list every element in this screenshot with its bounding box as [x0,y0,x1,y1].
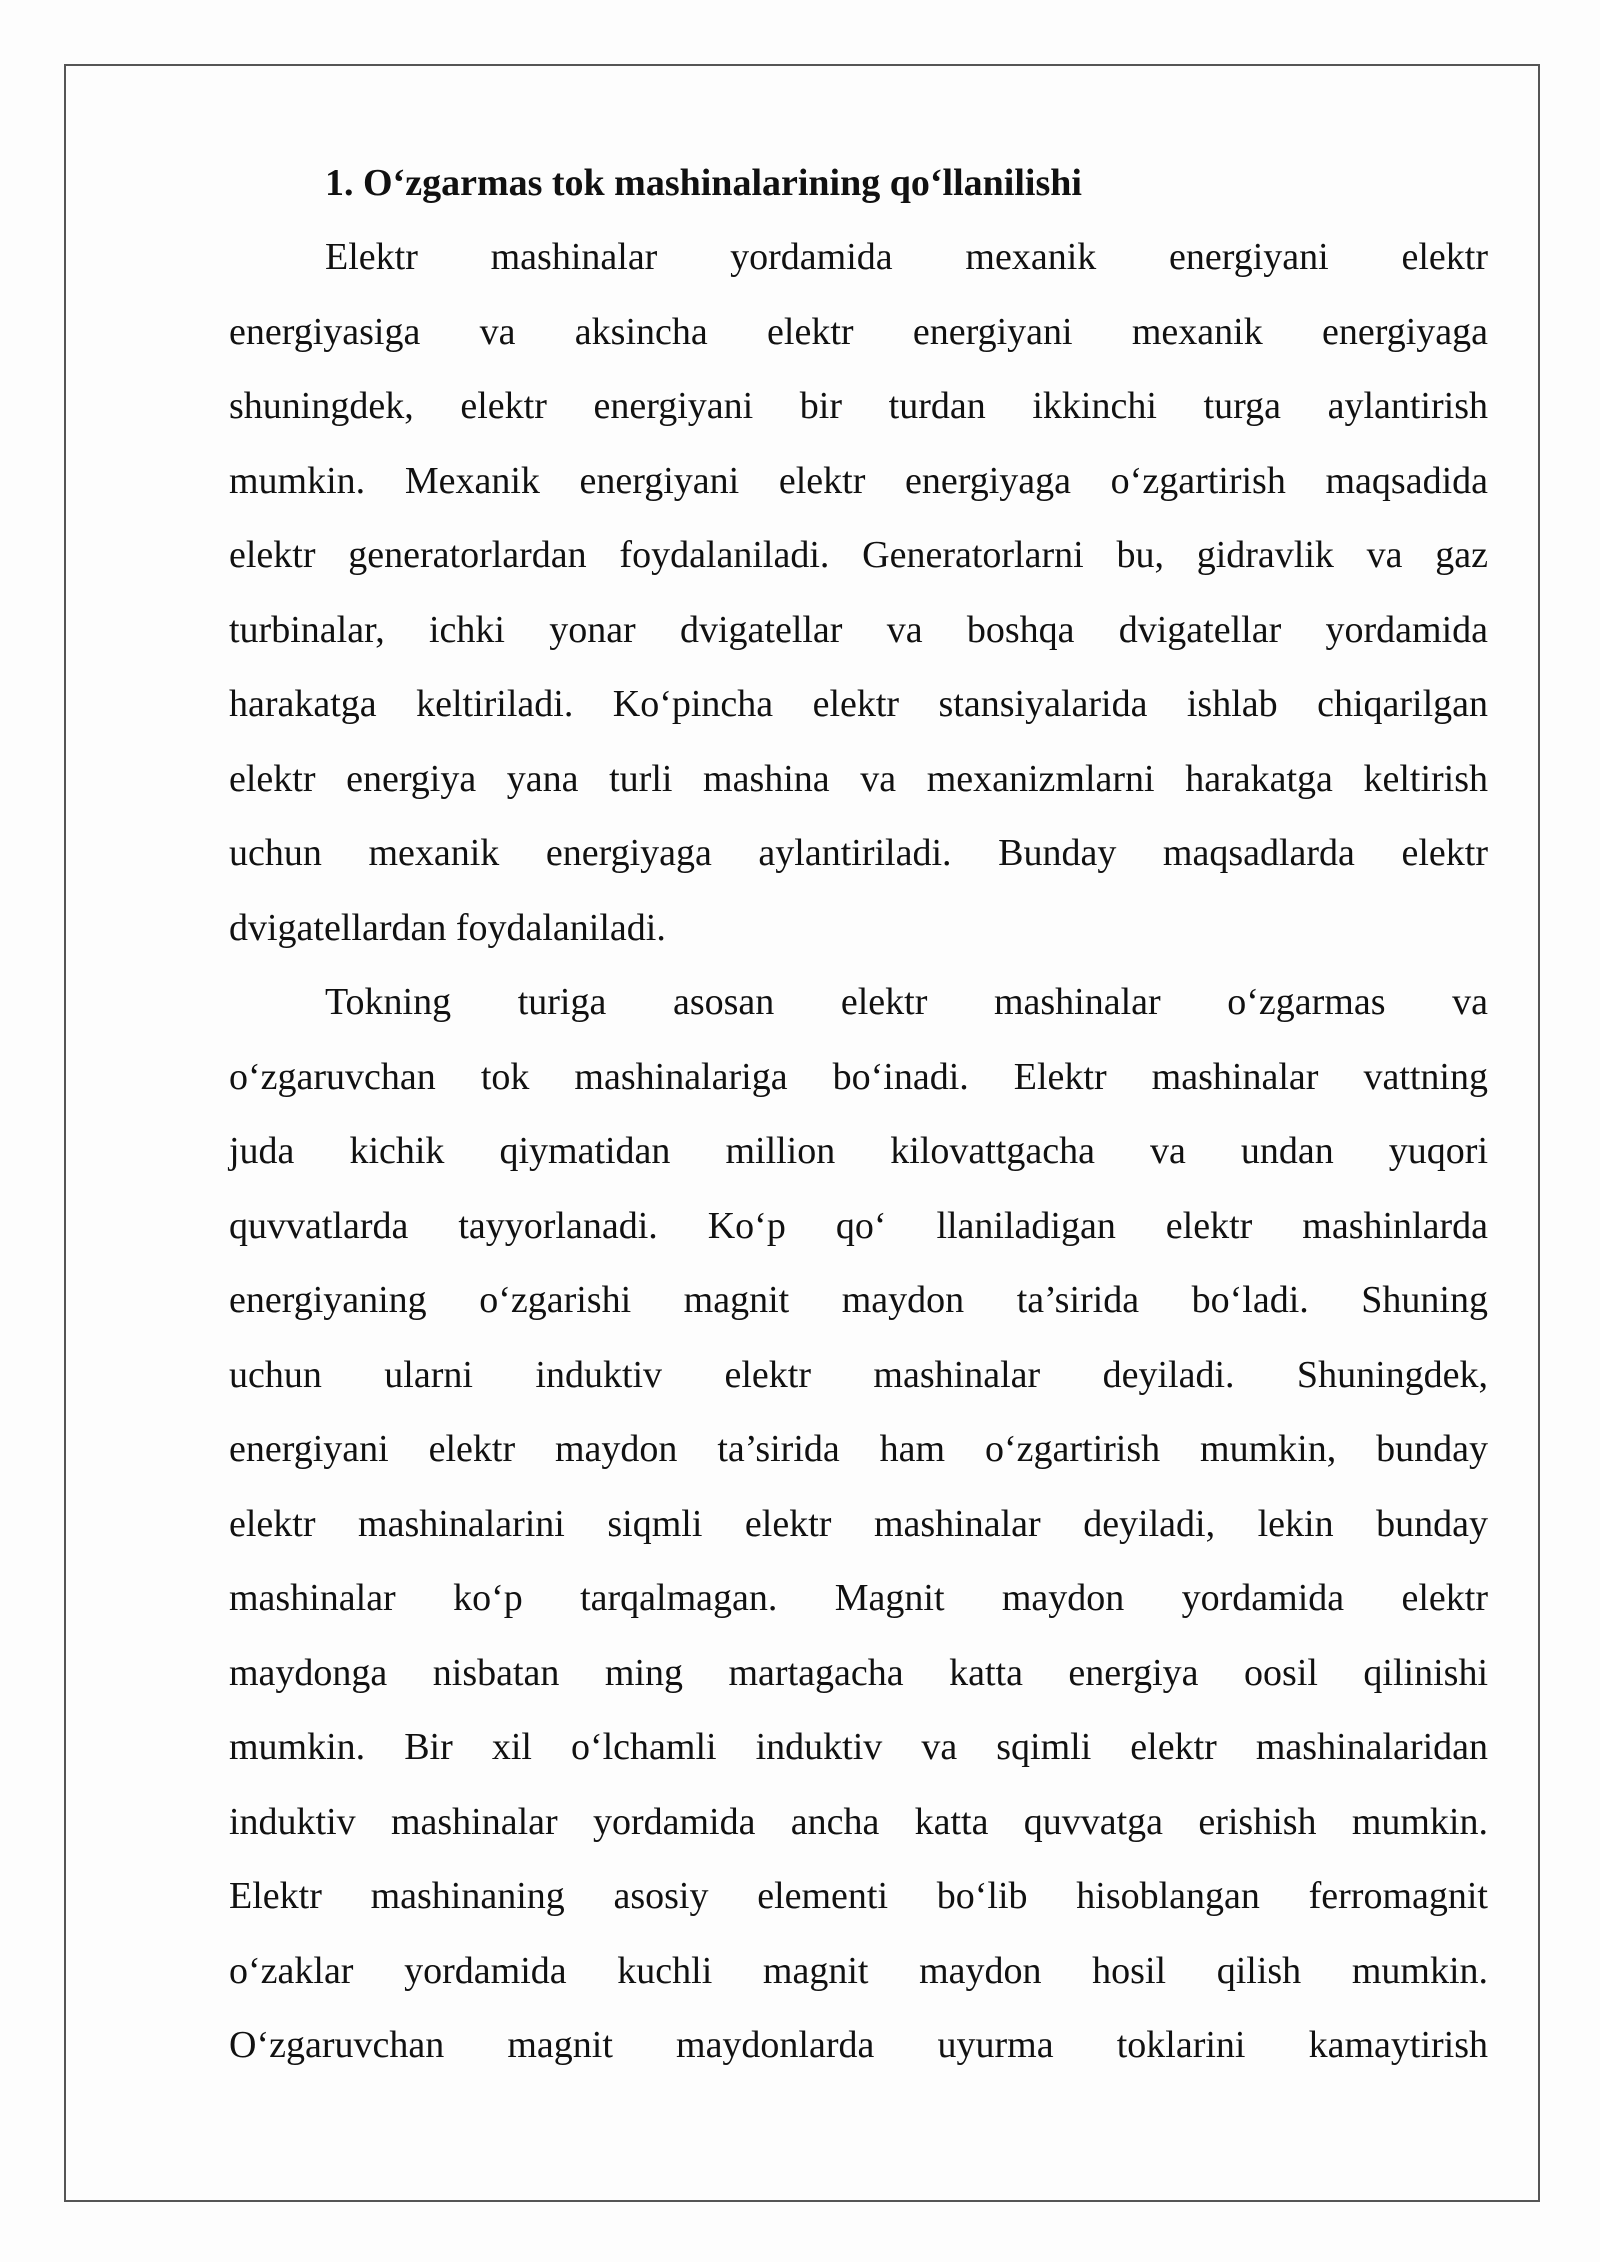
text-line: energiyani elektr maydon ta’sirida ham o‘zgartirish mumkin, bunday [229,1428,1488,1470]
paragraph-1 [229,220,1488,965]
text-line: quvvatlarda tayyorlanadi. Ko‘p qo‘ llaniladigan elektr mashinlarda [229,1204,1488,1247]
text-line: elektr generatorlardan foydalaniladi. Generatorlarni bu, gidravlik va gaz [229,534,1488,576]
text-line: elektr mashinalarini siqmli elektr mashinalar deyiladi, lekin bunday [229,1502,1488,1545]
paragraph-2 [229,965,1488,2083]
text-line: mumkin. Bir xil o‘lchamli induktiv va sqimli elektr mashinalaridan [229,1726,1488,1768]
text-line: juda kichik qiymatidan million kilovattgacha va undan yuqori [229,1130,1488,1172]
text-line: Elektr mashinaning asosiy elementi bo‘lib hisoblangan ferromagnit [229,1875,1488,1917]
text-line: mumkin. Mexanik energiyani elektr energiyaga o‘zgartirish maqsadida [229,459,1488,502]
text-line: maydonga nisbatan ming martagacha katta energiya oosil qilinishi [229,1651,1488,1694]
text-line: dvigatellardan foydalaniladi. [229,906,666,949]
document-body [229,146,1488,2083]
text-line: Elektr mashinalar yordamida mexanik energiyani elektr [325,236,1488,278]
text-line: o‘zgaruvchan tok mashinalariga bo‘inadi. Elektr mashinalar vattning [229,1055,1488,1098]
text-line: elektr energiya yana turli mashina va mexanizmlarni harakatga keltirish [229,757,1488,800]
text-line: o‘zaklar yordamida kuchli magnit maydon hosil qilish mumkin. [229,1949,1488,1992]
text-line: uchun ularni induktiv elektr mashinalar deyiladi. Shuningdek, [229,1353,1488,1396]
text-line: O‘zgaruvchan magnit maydonlarda uyurma toklarini kamaytirish [229,2024,1488,2066]
section-heading: 1. O‘zgarmas tok mashinalarining qo‘llanilishi [325,162,1082,204]
text-line: energiyasiga va aksincha elektr energiyani mexanik energiyaga [229,310,1488,353]
text-line: energiyaning o‘zgarishi magnit maydon ta’sirida bo‘ladi. Shuning [229,1279,1488,1321]
text-line: uchun mexanik energiyaga aylantiriladi. Bunday maqsadlarda elektr [229,832,1488,874]
text-line: harakatga keltiriladi. Ko‘pincha elektr stansiyalarida ishlab chiqarilgan [229,683,1488,725]
text-line: Tokning turiga asosan elektr mashinalar o‘zgarmas va [325,981,1488,1023]
text-line: shuningdek, elektr energiyani bir turdan ikkinchi turga aylantirish [229,385,1488,427]
text-line: induktiv mashinalar yordamida ancha katta quvvatga erishish mumkin. [229,1800,1488,1843]
text-line: turbinalar, ichki yonar dvigatellar va boshqa dvigatellar yordamida [229,608,1488,651]
text-line: mashinalar ko‘p tarqalmagan. Magnit maydon yordamida elektr [229,1577,1488,1619]
